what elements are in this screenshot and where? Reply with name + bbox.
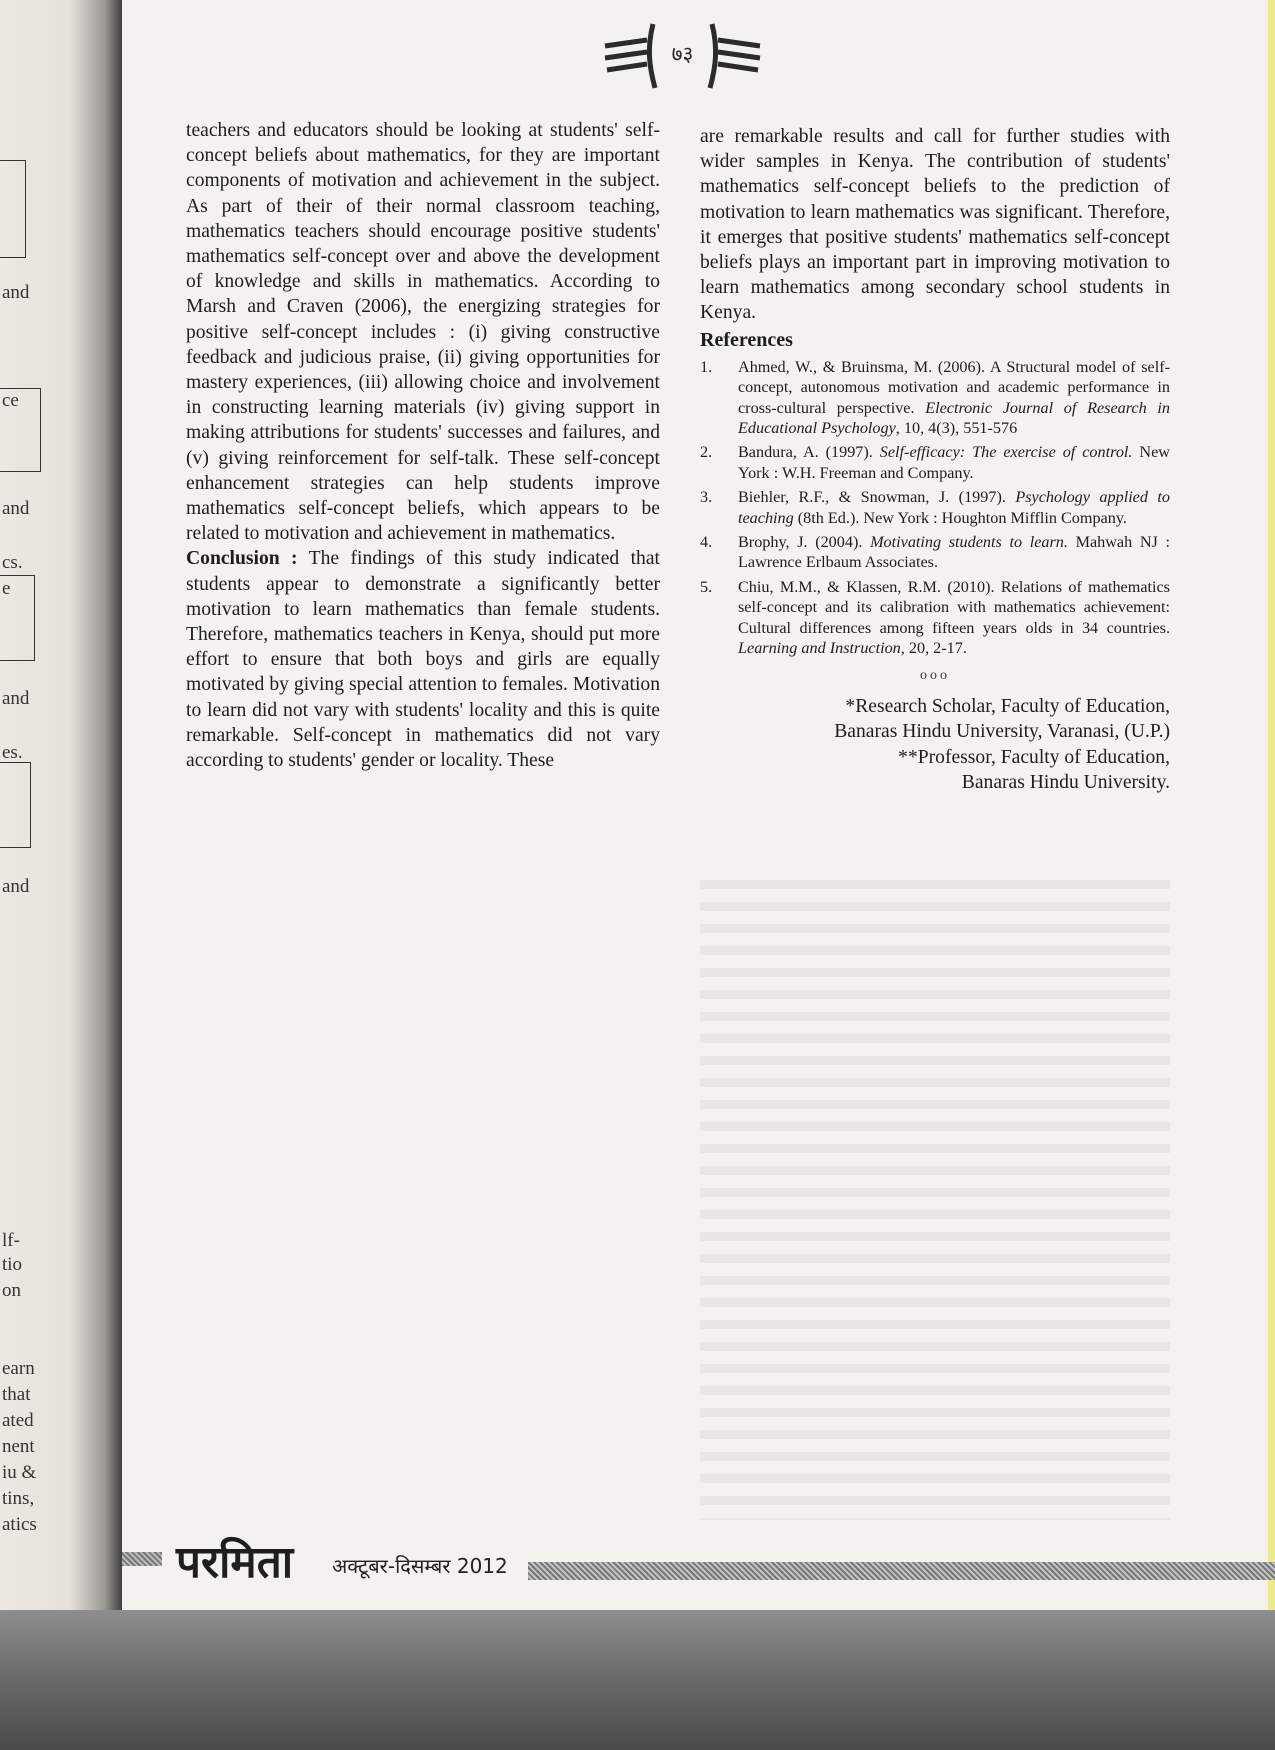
conclusion-heading: Conclusion : <box>186 548 298 570</box>
references-heading: References <box>700 328 793 351</box>
affiliation-line: *Research Scholar, Faculty of Education, <box>845 695 1170 717</box>
previous-page-fragment: atics <box>2 1514 37 1535</box>
previous-page-margin <box>0 0 60 1560</box>
page-edge <box>1268 0 1275 1610</box>
affiliation-line: Banaras Hindu University. <box>961 772 1170 794</box>
reference-item <box>700 577 1170 659</box>
previous-page-fragment: and <box>2 876 30 897</box>
journal-logo: परमिता <box>176 1537 294 1588</box>
previous-page-fragment: es. <box>2 742 23 763</box>
reference-item <box>700 442 1170 483</box>
previous-page-fragment: and <box>2 282 30 303</box>
reference-item <box>700 532 1170 573</box>
reference-number: 3. <box>700 488 713 507</box>
previous-page-fragment: on <box>2 1280 21 1301</box>
reference-title: Psychology applied to teaching <box>738 488 1171 527</box>
bleed-through-text <box>700 880 1170 1520</box>
previous-page-fragment: ated <box>2 1410 34 1431</box>
reference-title: Motivating students to learn. <box>870 533 1068 552</box>
reference-details: Mahwah NJ : Lawrence Erlbaum Associates. <box>738 533 1170 572</box>
reference-details: , 20, 2-17. <box>900 639 967 658</box>
right-column <box>700 124 1170 796</box>
reference-number: 2. <box>700 443 713 462</box>
reference-number: 5. <box>700 577 713 596</box>
left-column <box>186 118 660 773</box>
reference-title: Learning and Instruction <box>738 639 901 658</box>
conclusion-paragraph <box>186 546 660 773</box>
reference-item <box>700 357 1170 439</box>
previous-page-box <box>0 762 31 848</box>
footer-hatch-bar <box>528 1562 1275 1580</box>
scan-background <box>0 1610 1275 1750</box>
previous-page-fragment: cs. <box>2 552 23 573</box>
reference-details: New York : W.H. Freeman and Company. <box>738 443 1170 482</box>
reference-authors: Ahmed, W., & Bruinsma, M. (2006). A Structural model of self-concept, autonomous motivation and academic performance in cross-cultural perspective. <box>738 357 1170 417</box>
body-paragraph: are remarkable results and call for further studies with wider samples in Kenya. The contribution of students' mathematics self-concept beliefs to the prediction of motivation to learn mathematics was significant. Therefore, it emerges that positive students' mathematics self-concept beliefs plays an important part in improving motivation to learn mathematics among secondary school students in Kenya. <box>700 126 1170 324</box>
previous-page-fragment: lf- <box>2 1230 20 1251</box>
previous-page-fragment: nent <box>2 1436 35 1457</box>
reference-title: Self-efficacy: The exercise of control. <box>879 443 1133 462</box>
references-list <box>700 357 1170 659</box>
footer-hatch-bar <box>122 1552 162 1566</box>
reference-authors: Bandura, A. (1997). <box>738 443 880 462</box>
reference-item <box>700 487 1170 528</box>
affiliation-line: **Professor, Faculty of Education, <box>898 746 1170 768</box>
reference-number: 4. <box>700 533 713 552</box>
issue-date: अक्टूबर-दिसम्बर 2012 <box>332 1554 508 1578</box>
previous-page-box <box>0 160 26 258</box>
reference-details: (8th Ed.). New York : Houghton Mifflin Company. <box>793 508 1127 527</box>
reference-authors: Biehler, R.F., & Snowman, J. (1997). <box>738 488 1016 507</box>
previous-page-fragment: ce <box>2 390 19 411</box>
body-paragraph: teachers and educators should be looking at students' self-concept beliefs about mathematics, for they are important components of motivation and achievement in the subject. As part of their of their normal classroom teaching, mathematics teachers should encourage positive students' mathematics self-concept over and above the development of knowledge and skills in mathematics. According to Marsh and Craven (2006), the energizing strategies for positive self-concept includes : (i) giving constructive feedback and judicious praise, (ii) giving opportunities for mastery experiences, (iii) allowing choice and involvement in constructing learning materials (iv) giving support in making attributions for students' successes and failures, and (v) giving reinforcement for self-talk. These self-concept enhancement strategies can help students improve mathematics self-concept beliefs, which appears to be related to motivation and achievement in mathematics. <box>186 120 660 545</box>
author-affiliations <box>700 694 1170 796</box>
affiliation-line: Banaras Hindu University, Varanasi, (U.P.) <box>834 721 1170 743</box>
page-header-ornament <box>595 18 770 90</box>
previous-page-fragment: and <box>2 688 30 709</box>
previous-page-fragment: e <box>2 578 11 599</box>
previous-page-fragment: tins, <box>2 1488 35 1509</box>
reference-title: Electronic Journal of Research in Educational Psychology <box>738 398 1170 438</box>
reference-number: 1. <box>700 357 713 376</box>
section-separator: ooo <box>920 667 950 683</box>
reference-details: , 10, 4(3), 551-576 <box>895 419 1018 438</box>
reference-authors: Brophy, J. (2004). <box>738 533 871 552</box>
previous-page-fragment: and <box>2 498 30 519</box>
previous-page-fragment: iu & <box>2 1462 37 1483</box>
previous-page-fragment: earn <box>2 1358 35 1379</box>
conclusion-text: The findings of this study indicated that students appear to demonstrate a significantly better motivation to learn mathematics than female students. Therefore, mathematics teachers in Kenya, should put more effort to ensure that both boys and girls are equally motivated by giving special attention to females. Motivation to learn did not vary with students' locality and this is quite remarkable. Self-concept in mathematics did not vary according to students' gender or locality. These <box>186 548 660 772</box>
page-number: ७३ <box>671 42 694 66</box>
previous-page-fragment: tio <box>2 1254 23 1275</box>
previous-page-fragment: that <box>2 1384 31 1405</box>
reference-authors: Chiu, M.M., & Klassen, R.M. (2010). Relations of mathematics self-concept and its calibration with mathematics achievement: Cultural differences among fifteen years olds in 34 countries. <box>738 577 1170 637</box>
